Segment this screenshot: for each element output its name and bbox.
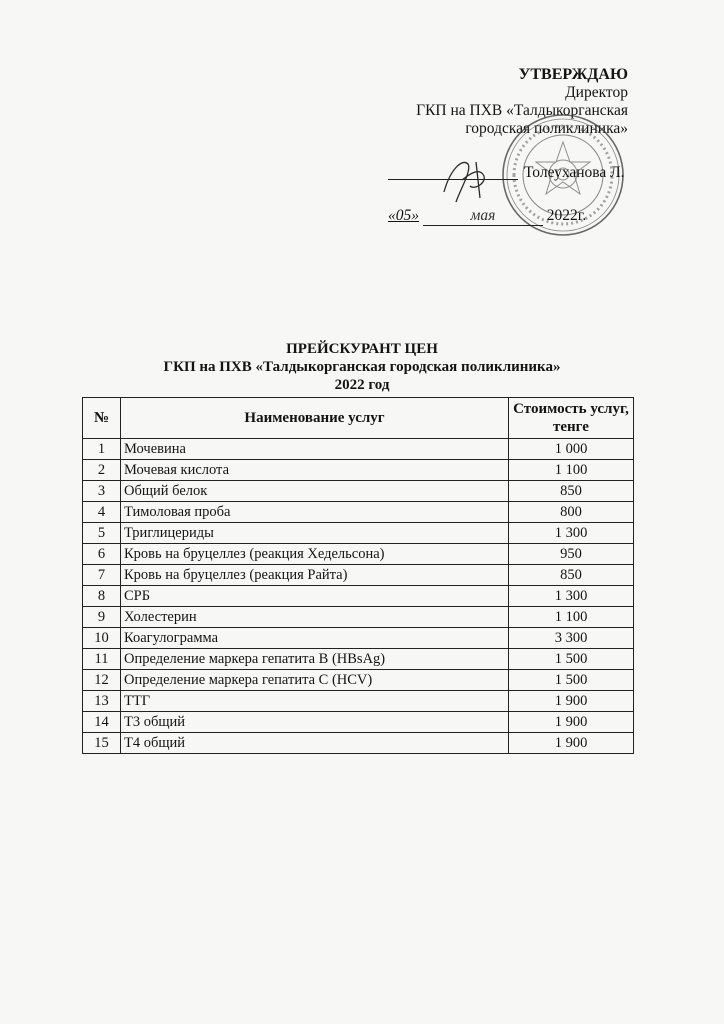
service-name: Тимоловая проба — [121, 502, 509, 523]
table-row — [83, 439, 634, 460]
date-month: мая — [423, 207, 543, 226]
header-price: Стоимость услуг, тенге — [509, 398, 634, 439]
table-header-row — [83, 398, 634, 439]
service-price: 850 — [509, 481, 634, 502]
service-name: Кровь на бруцеллез (реакция Хедельсона) — [121, 544, 509, 565]
row-number: 4 — [83, 502, 121, 523]
row-number: 12 — [83, 670, 121, 691]
table-row — [83, 691, 634, 712]
table-row — [83, 565, 634, 586]
row-number: 7 — [83, 565, 121, 586]
approval-position: Директор — [565, 84, 628, 101]
service-name: СРБ — [121, 586, 509, 607]
service-name: Кровь на бруцеллез (реакция Райта) — [121, 565, 509, 586]
row-number: 9 — [83, 607, 121, 628]
service-price: 1 900 — [509, 691, 634, 712]
document-title: ПРЕЙСКУРАНТ ЦЕН — [286, 341, 438, 357]
service-name: Определение маркера гепатита В (HBsAg) — [121, 649, 509, 670]
row-number: 10 — [83, 628, 121, 649]
row-number: 3 — [83, 481, 121, 502]
row-number: 15 — [83, 733, 121, 754]
row-number: 8 — [83, 586, 121, 607]
table-row — [83, 544, 634, 565]
service-price: 950 — [509, 544, 634, 565]
document-year: 2022 год — [334, 377, 390, 393]
table-row — [83, 523, 634, 544]
handwritten-signature — [432, 150, 502, 210]
service-name: Мочевая кислота — [121, 460, 509, 481]
service-price: 3 300 — [509, 628, 634, 649]
table-row — [83, 460, 634, 481]
service-name: Т4 общий — [121, 733, 509, 754]
document-heading — [0, 340, 724, 394]
service-price: 1 100 — [509, 607, 634, 628]
service-price: 1 300 — [509, 586, 634, 607]
table-row — [83, 670, 634, 691]
service-name: Т3 общий — [121, 712, 509, 733]
document-org: ГКП на ПХВ «Талдыкорганская городская поликлиника» — [163, 359, 561, 375]
signer-name: Толеуханова Л. — [524, 164, 625, 181]
service-price: 1 500 — [509, 670, 634, 691]
table-row — [83, 733, 634, 754]
service-price: 1 000 — [509, 439, 634, 460]
table-row — [83, 586, 634, 607]
row-number: 6 — [83, 544, 121, 565]
date-year: 2022г. — [546, 207, 587, 224]
row-number: 2 — [83, 460, 121, 481]
approval-date — [388, 207, 634, 226]
service-price: 800 — [509, 502, 634, 523]
service-name: Общий белок — [121, 481, 509, 502]
table-row — [83, 607, 634, 628]
price-table — [82, 397, 634, 754]
approval-org-line1: ГКП на ПХВ «Талдыкорганская — [416, 102, 628, 119]
service-price: 1 900 — [509, 712, 634, 733]
service-price: 1 500 — [509, 649, 634, 670]
service-name: ТТГ — [121, 691, 509, 712]
table-row — [83, 649, 634, 670]
service-price: 1 100 — [509, 460, 634, 481]
service-price: 850 — [509, 565, 634, 586]
row-number: 13 — [83, 691, 121, 712]
service-name: Триглицериды — [121, 523, 509, 544]
row-number: 1 — [83, 439, 121, 460]
header-number: № — [83, 398, 121, 439]
row-number: 11 — [83, 649, 121, 670]
header-service-name: Наименование услуг — [121, 398, 509, 439]
service-name: Мочевина — [121, 439, 509, 460]
service-price: 1 300 — [509, 523, 634, 544]
row-number: 5 — [83, 523, 121, 544]
service-name: Коагулограмма — [121, 628, 509, 649]
row-number: 14 — [83, 712, 121, 733]
approval-title: УТВЕРЖДАЮ — [518, 66, 628, 83]
service-price: 1 900 — [509, 733, 634, 754]
table-row — [83, 712, 634, 733]
date-day: «05» — [388, 207, 419, 224]
table-row — [83, 502, 634, 523]
approval-org-line2: городская поликлиника» — [465, 120, 628, 137]
table-row — [83, 628, 634, 649]
service-name: Определение маркера гепатита С (HCV) — [121, 670, 509, 691]
table-row — [83, 481, 634, 502]
service-name: Холестерин — [121, 607, 509, 628]
